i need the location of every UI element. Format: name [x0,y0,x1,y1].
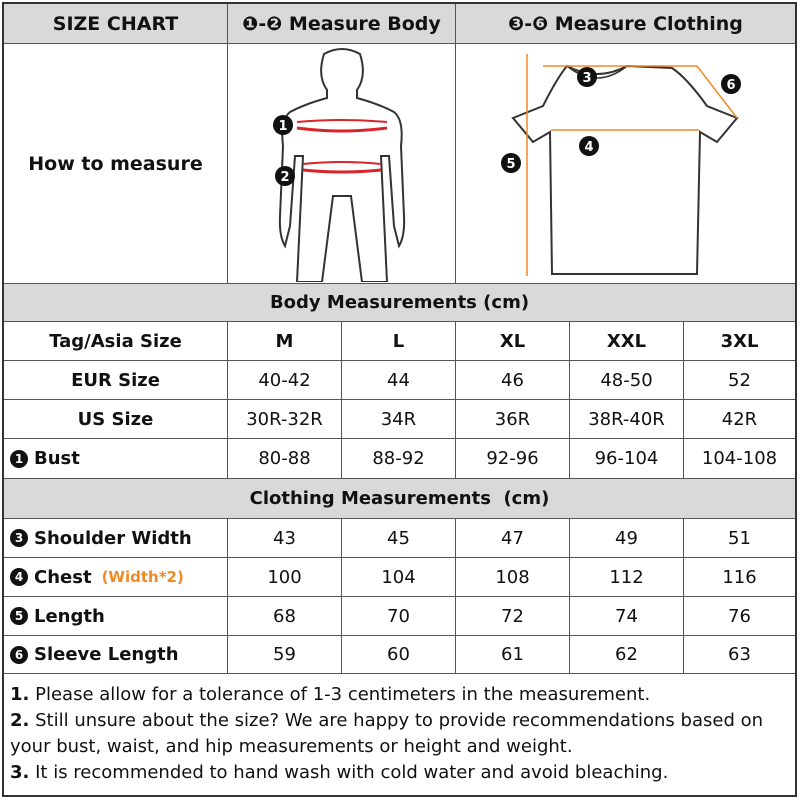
body-steps: ❶-❷ [242,12,283,35]
header-row [4,4,795,44]
body-section-title: Body Measurements (cm) [269,292,530,313]
us-value: 34R [342,400,456,438]
shoulder-value: 45 [342,519,456,557]
notes-section [4,674,795,794]
sleeve-number-icon: 6 [10,646,28,664]
chest-width-note: (Width*2) [101,568,184,586]
chest-row-label [4,558,228,596]
length-value: 76 [728,605,751,627]
note-text: It is recommended to hand wash with cold water and avoid bleaching. [35,762,669,783]
chest-row [4,558,795,597]
length-row-label [4,597,228,635]
shoulder-label: Shoulder Width [34,527,192,549]
shoulder-row [4,519,795,558]
body-section-row [4,284,795,322]
length-value: 72 [456,597,570,635]
sleeve-row-label [4,636,228,673]
bust-number-icon: 1 [10,450,28,468]
bust-value: 92-96 [456,439,570,478]
size-xl: XL [456,322,570,360]
shoulder-value: 49 [570,519,684,557]
measure-clothing-label: Measure Clothing [554,12,743,35]
eur-value: 52 [728,369,751,391]
size-row-label: Tag/Asia Size [4,322,228,360]
note-number: 1. [10,684,30,705]
shoulder-row-label [4,519,228,557]
sleeve-value: 59 [228,636,342,673]
us-row [4,400,795,439]
eur-value: 44 [342,361,456,399]
shoulder-value: 43 [228,519,342,557]
length-value: 74 [570,597,684,635]
marker-length: 5 [506,156,516,172]
bust-value: 96-104 [570,439,684,478]
shoulder-value: 47 [456,519,570,557]
marker-sleeve: 6 [726,77,736,93]
chest-label: Chest [34,566,92,588]
bust-row [4,439,795,479]
chest-value: 100 [228,558,342,596]
shoulder-number-icon: 3 [10,529,28,547]
chart-title: SIZE CHART [4,4,228,43]
eur-row-label: EUR Size [4,361,228,399]
marker-waist: 2 [279,169,290,185]
figure-row [4,44,795,284]
size-m: M [228,322,342,360]
sleeve-label: Sleeve Length [34,644,179,665]
clothing-figure [456,44,795,283]
body-silhouette-icon [229,46,455,282]
how-to-measure-label: How to measure [4,44,228,283]
sleeve-value: 62 [570,636,684,673]
note-item [10,708,789,760]
size-chart [2,2,797,797]
note-text: Still unsure about the size? We are happy to provide recommendations based on your bust, waist, and hip measurements or height and weight. [10,710,764,757]
cloth-steps: ❸-❻ [508,12,549,35]
length-number-icon: 5 [10,607,28,625]
note-number: 3. [10,762,30,783]
sleeve-value: 61 [456,636,570,673]
measure-body-label: Measure Body [288,12,441,35]
bust-label: Bust [34,448,80,469]
size-3xl: 3XL [720,330,759,352]
chest-value: 104 [342,558,456,596]
marker-shoulder: 3 [582,70,592,86]
chest-value: 108 [456,558,570,596]
us-value: 36R [456,400,570,438]
size-row [4,322,795,361]
size-l: L [342,322,456,360]
bust-value: 80-88 [228,439,342,478]
size-xxl: XXL [570,322,684,360]
body-figure [228,44,456,283]
marker-chest: 4 [584,139,594,155]
note-item [10,760,789,786]
note-text: Please allow for a tolerance of 1-3 centimeters in the measurement. [35,684,651,705]
us-value: 42R [721,408,758,430]
clothing-section-row [4,479,795,519]
tshirt-icon [457,46,794,282]
shoulder-value: 51 [728,527,751,549]
bust-row-label [4,439,228,478]
us-row-label: US Size [4,400,228,438]
eur-value: 48-50 [570,361,684,399]
measure-clothing-header [456,4,795,43]
us-value: 30R-32R [228,400,342,438]
eur-value: 40-42 [228,361,342,399]
eur-value: 46 [456,361,570,399]
measure-body-header [228,4,456,43]
length-value: 70 [342,597,456,635]
eur-row [4,361,795,400]
us-value: 38R-40R [570,400,684,438]
chest-number-icon: 4 [10,568,28,586]
chest-value: 116 [722,566,757,588]
bust-value: 88-92 [342,439,456,478]
length-value: 68 [228,597,342,635]
note-number: 2. [10,710,30,731]
chest-value: 112 [570,558,684,596]
sleeve-row [4,636,795,674]
length-row [4,597,795,636]
length-label: Length [34,605,105,627]
sleeve-value: 60 [342,636,456,673]
marker-bust: 1 [277,118,288,134]
clothing-section-title: Clothing Measurements (cm) [249,488,550,509]
sleeve-value: 63 [728,644,751,665]
note-item [10,682,789,708]
bust-value: 104-108 [701,448,778,469]
